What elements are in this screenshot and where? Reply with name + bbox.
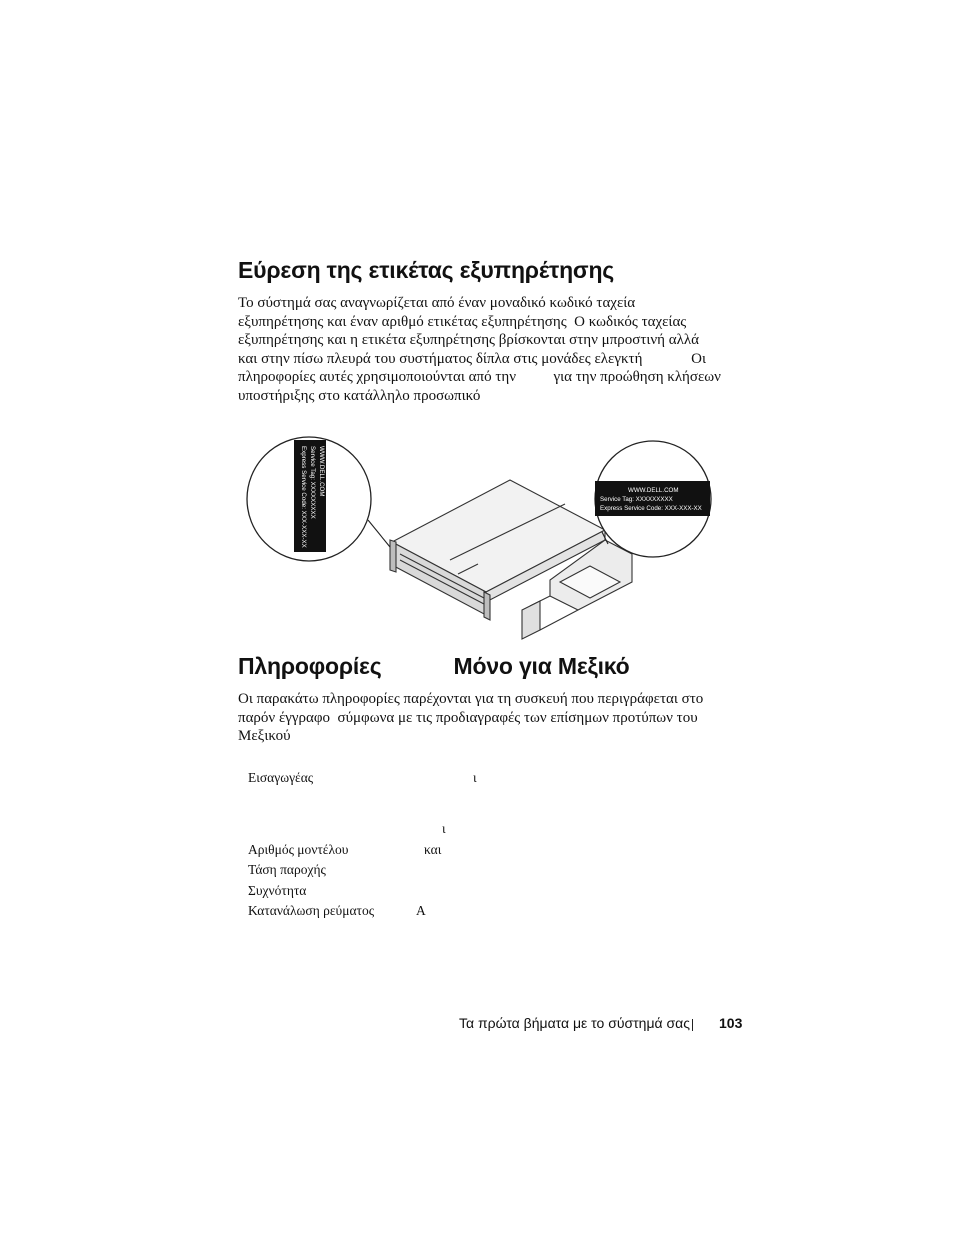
- heading-part-1: Πληροφορίες: [238, 653, 382, 679]
- paragraph-line: πληροφορίες αυτές χρησιμοποιούνται από την για την προώθηση κλήσεων: [238, 369, 721, 385]
- paragraph-line: εξυπηρέτησης και έναν αριθμό ετικέτας εξυπηρέτησης Ο κωδικός ταχείας: [238, 313, 687, 330]
- heading-part-2: Μόνο για Μεξικό: [453, 653, 630, 679]
- page-number: 103: [719, 1015, 743, 1031]
- footer-chapter-title: Τα πρώτα βήματα με το σύστημά σας: [459, 1015, 690, 1031]
- paragraph-line: Το σύστημά σας αναγνωρίζεται από έναν μοναδικό κωδικό ταχεία: [238, 295, 636, 311]
- right-label-url: WWW.DELL.COM: [628, 487, 679, 494]
- model-number-label: Αριθμός μοντέλου: [248, 842, 349, 857]
- importer-value: ι: [473, 770, 477, 785]
- importer-label: Εισαγωγέας: [248, 770, 314, 785]
- service-tag-paragraph: [238, 294, 748, 405]
- right-label-callout: [595, 441, 711, 557]
- mexico-info-paragraph: [238, 690, 748, 746]
- left-label-service-tag: Service Tag: XXXXXXXXX: [309, 446, 316, 519]
- service-tag-location-figure: [240, 432, 740, 642]
- section-heading-service-tag: Εύρεση της ετικέτας εξυπηρέτησης: [238, 257, 615, 283]
- section-heading-mexico-info: [238, 653, 630, 680]
- left-label-callout: [247, 437, 390, 561]
- supply-voltage-label: Τάση παροχής: [248, 862, 326, 877]
- footer-separator: [692, 1019, 693, 1031]
- right-label-service-tag: Service Tag: XXXXXXXXX: [600, 496, 673, 503]
- power-consumption-label: Κατανάλωση ρεύματος: [248, 903, 375, 918]
- paragraph-line: παρόν έγγραφο σύμφωνα με τις προδιαγραφές των επίσημων προτύπων του: [238, 709, 698, 726]
- left-label-express-code: Express Service Code: XXX-XXX-XX: [300, 446, 307, 548]
- importer-extra-value: ι: [442, 821, 446, 836]
- paragraph-line: υποστήριξης στο κατάλληλο προσωπικό: [238, 387, 481, 404]
- frequency-label: Συχνότητα: [248, 883, 307, 898]
- paragraph-line: εξυπηρέτησης και η ετικέτα εξυπηρέτησης βρίσκονται στην μπροστινή αλλά: [238, 332, 700, 348]
- left-label-url: WWW.DELL.COM: [318, 446, 325, 497]
- paragraph-line: Μεξικού: [238, 728, 291, 744]
- right-label-express-code: Express Service Code: XXX-XXX-XX: [600, 505, 702, 512]
- paragraph-line: και στην πίσω πλευρά του συστήματος δίπλα στις μονάδες ελεγκτή Οι: [238, 350, 707, 367]
- model-number-value: και: [424, 842, 442, 857]
- paragraph-line: Οι παρακάτω πληροφορίες παρέχονται για τη συσκευή που περιγράφεται στο: [238, 691, 704, 707]
- power-consumption-value: A: [416, 903, 426, 918]
